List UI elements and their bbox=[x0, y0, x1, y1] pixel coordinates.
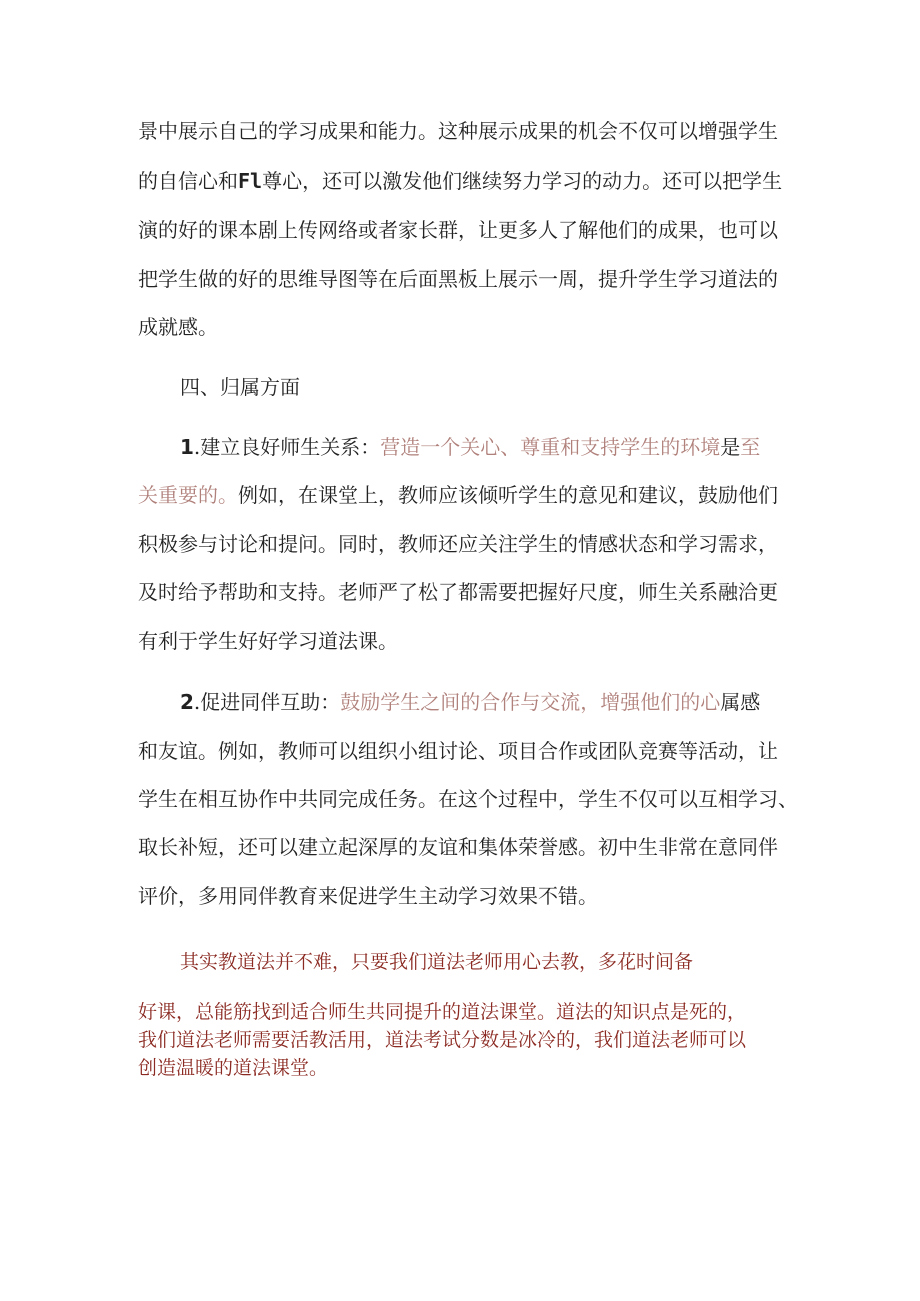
para1-line-4: 把学生做的好的思维导图等在后面黑板上展示一周，提升学生学习道法的 bbox=[138, 267, 778, 291]
item2-line-4: 取长补短，还可以建立起深厚的友谊和集体荣誉感。初中生非常在意同伴 bbox=[138, 835, 778, 859]
item1-highlight-b: 重和支持学生的环境 bbox=[540, 435, 721, 459]
item1-highlight-d: 关重要的。 bbox=[138, 483, 238, 507]
item1-title: .建立良好师生关系： bbox=[193, 435, 381, 459]
item1-highlight-c: 至 bbox=[740, 435, 761, 459]
item1-text-shi: 是 bbox=[720, 435, 741, 459]
para1-line-5: 成就感。 bbox=[138, 315, 218, 339]
para1-line-2-glyph: Fl bbox=[238, 169, 263, 193]
item1-line-4: 及时给予帮助和支持。老师严了松了都需要把握好尺度，师生关系融洽更 bbox=[138, 580, 778, 604]
item2-line-3: 学生在相互协作中共同完成任务。在这个过程中，学生不仅可以互相学习、 bbox=[138, 787, 798, 811]
section-heading-belonging: 四、归属方面 bbox=[180, 375, 300, 399]
item2-line-5: 评价，多用同伴教育来促进学生主动学习效果不错。 bbox=[138, 884, 598, 908]
item2-highlight: 鼓励学生之间的合作与交流，增强他们的心 bbox=[340, 690, 721, 714]
item1-line-5: 有利于学生好好学习道法课。 bbox=[138, 629, 398, 653]
item1-number: 1 bbox=[180, 435, 194, 459]
item1-line-2 bbox=[138, 481, 778, 509]
para1-line-1: 景中展示自己的学习成果和能力。这种展示成果的机会不仅可以增强学生 bbox=[138, 119, 778, 143]
item2-line-2: 和友谊。例如，教师可以组织小组讨论、项目合作或团队竞赛等活动，让 bbox=[138, 739, 778, 763]
para1-line-2-c: 尊心，还可以激发他们继续努力学习的动力。还可以把学生 bbox=[262, 169, 783, 193]
closing-line-4: 创造温暖的道法课堂。 bbox=[138, 1057, 329, 1079]
closing-line-2: 好课，总能筋找到适合师生共同提升的道法课堂。道法的知识点是死的， bbox=[138, 1001, 747, 1023]
item1-highlight-a: 营造一个关心、尊 bbox=[380, 435, 541, 459]
item1-line-2-text: 例如，在课堂上，教师应该倾听学生的意见和建议，鼓励他们 bbox=[238, 483, 778, 507]
para1-line-3: 演的好的课本剧上传网络或者家长群，让更多人了解他们的成果，也可以 bbox=[138, 218, 778, 242]
closing-line-3: 我们道法老师需要活教活用，道法考试分数是冰冷的，我们道法老师可以 bbox=[138, 1029, 747, 1051]
para1-line-2 bbox=[138, 167, 782, 195]
item2-number: 2 bbox=[180, 690, 194, 714]
para1-line-2-a: 的自信心和 bbox=[138, 169, 238, 193]
item2-title: .促进同伴互助： bbox=[193, 690, 341, 714]
item1-line-3: 积极参与讨论和提问。同时，教师还应关注学生的情感状态和学习需求， bbox=[138, 532, 778, 556]
item2-line-1-end: 属感 bbox=[720, 690, 761, 714]
closing-line-1: 其实教道法并不难，只要我们道法老师用心去教，多花时间备 bbox=[180, 951, 694, 973]
item2-line-1 bbox=[180, 688, 760, 716]
item1-line-1 bbox=[180, 433, 760, 461]
